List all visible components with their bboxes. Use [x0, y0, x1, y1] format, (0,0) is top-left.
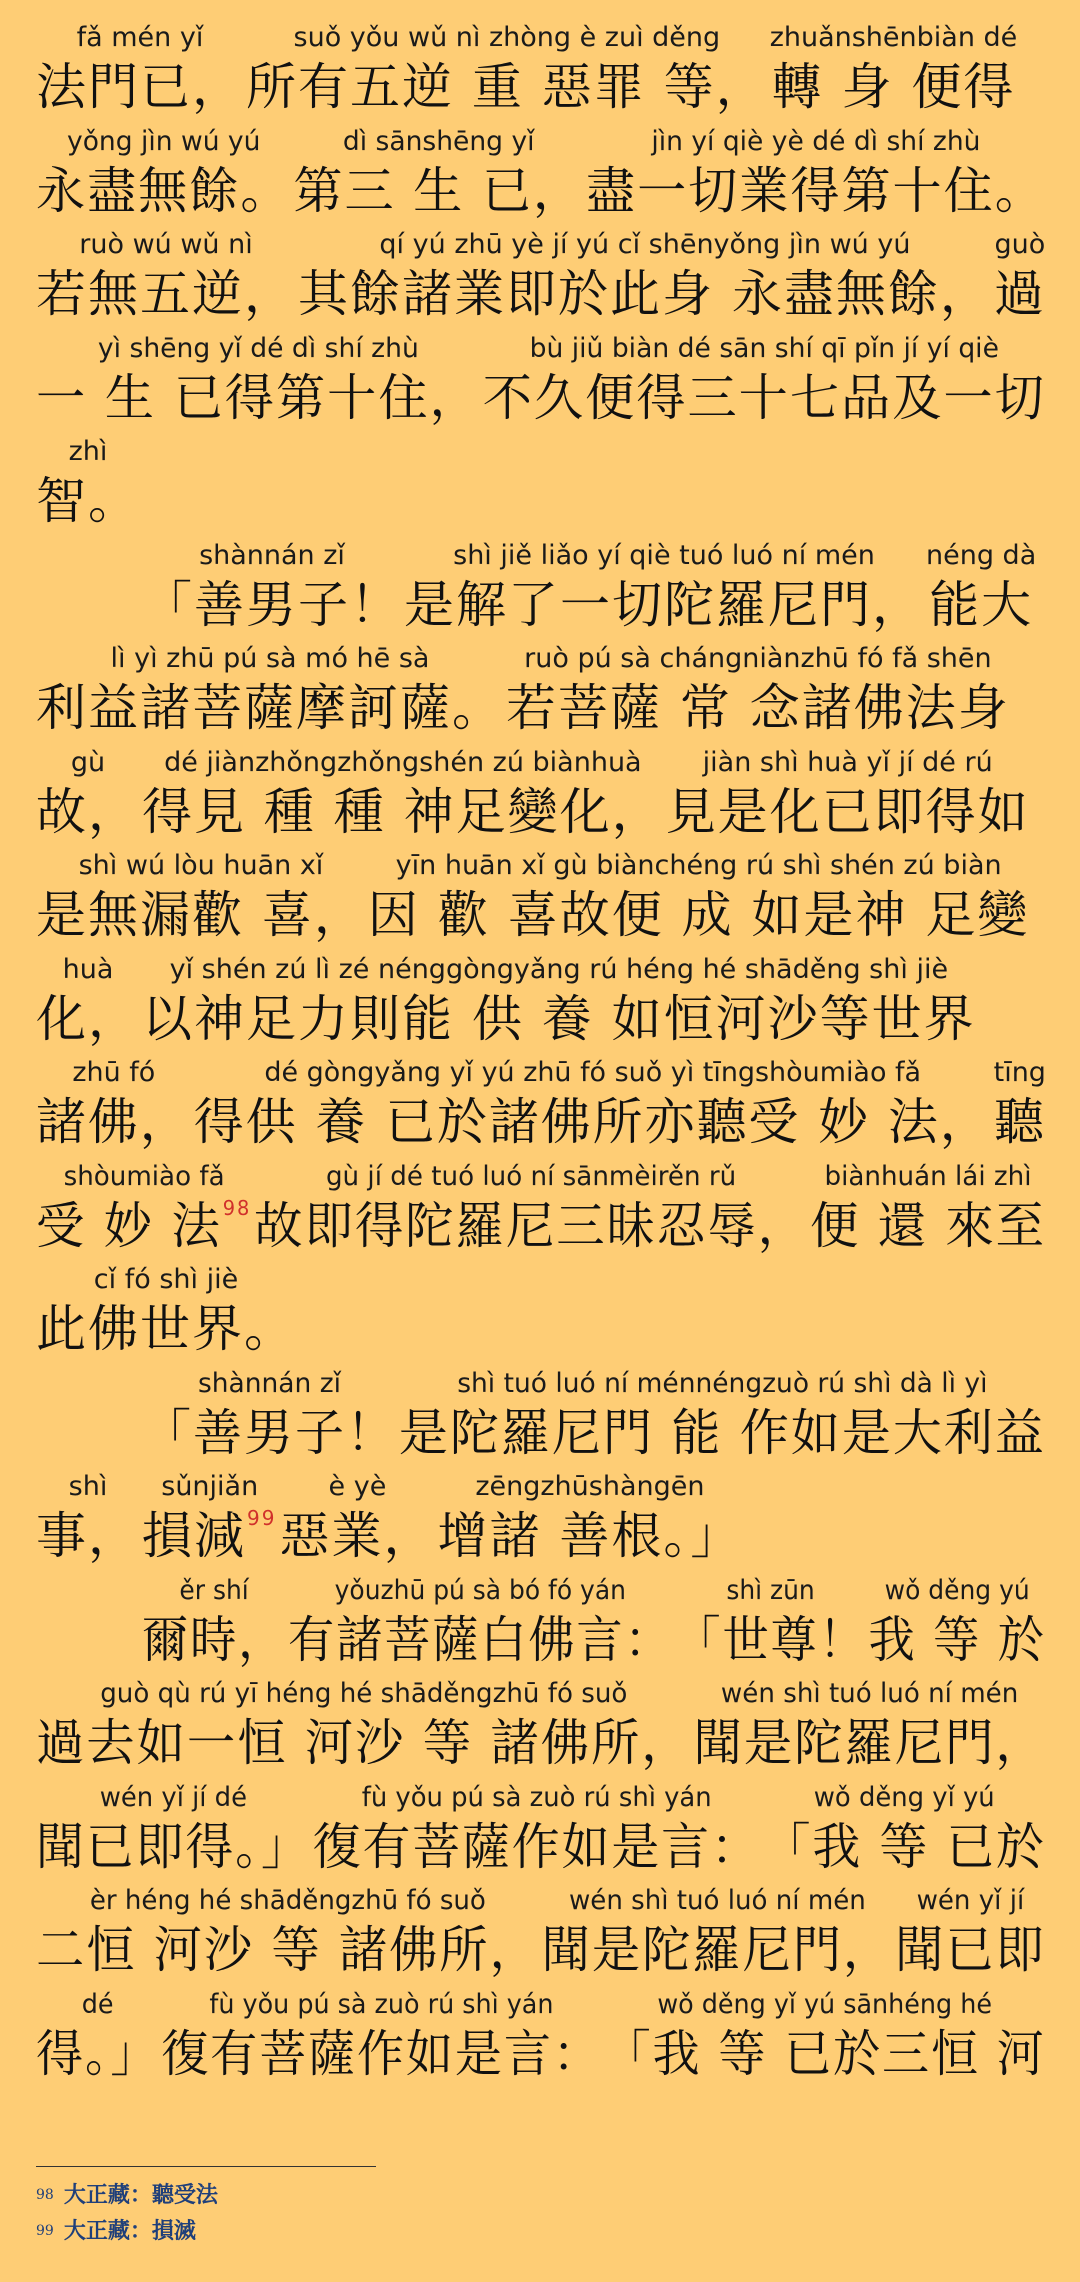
text-segment — [694, 1676, 1046, 1774]
chinese-characters: 「我 等 已於三恒 河 — [603, 2024, 1046, 2083]
text-segment — [36, 1159, 252, 1257]
chinese-characters: 若菩薩 常 念諸佛法身 — [506, 679, 1010, 737]
chinese-text — [437, 1505, 742, 1567]
chinese-characters: 「我 等 已於 — [762, 1817, 1046, 1876]
chinese-text — [586, 160, 1046, 222]
pinyin-annotation: shì zūn — [726, 1574, 815, 1606]
chinese-characters: 所有五逆 重 惡罪 等， — [246, 58, 768, 116]
chinese-text — [142, 1402, 397, 1464]
footnote-divider — [36, 2166, 376, 2167]
chinese-characters: 是陀羅尼門 能 作如是大利益 — [398, 1403, 1046, 1462]
text-segment — [288, 1573, 673, 1671]
pinyin-annotation: yǒng jìn wú yú — [66, 125, 261, 157]
chinese-text — [763, 1816, 1046, 1878]
text-segment — [666, 745, 1030, 843]
pinyin-annotation: lì yì zhū pú sà mó hē sà — [110, 643, 430, 674]
pinyin-annotation: gù — [70, 746, 106, 778]
chinese-characters: 若無五逆， — [36, 265, 296, 323]
chinese-characters: 爾時， — [142, 1610, 287, 1669]
chinese-text — [36, 1919, 540, 1981]
chinese-characters: 一 生 已得第十住， — [36, 368, 481, 427]
text-segment — [194, 1055, 992, 1153]
chinese-text — [666, 781, 1030, 843]
footnote-marker[interactable]: 98 — [222, 1195, 252, 1220]
text-segment — [142, 538, 402, 636]
chinese-characters: 復有菩薩作如是言： — [312, 1817, 761, 1876]
text-line — [142, 1573, 1046, 1671]
pinyin-annotation: yì shēng yǐ dé dì shí zhù — [97, 332, 419, 364]
text-segment — [483, 331, 1046, 429]
chinese-text — [604, 2023, 1046, 2085]
text-segment — [246, 20, 768, 118]
chinese-characters: 不久便得三十七品及一切 — [482, 368, 1046, 427]
chinese-text — [36, 1816, 311, 1878]
chinese-text — [368, 884, 1029, 946]
text-segment — [279, 1469, 435, 1567]
chinese-text — [36, 1298, 296, 1360]
chinese-characters: 以神足力則能 供 養 如恒河沙等世界 — [142, 989, 976, 1048]
chinese-characters: 故即得陀羅尼三昧忍辱， — [254, 1196, 809, 1255]
chinese-characters: 盡一切業得第十住。 — [585, 161, 1046, 220]
text-line — [142, 1366, 1046, 1464]
chinese-text — [869, 1609, 1046, 1671]
chinese-characters: 聽 — [993, 1093, 1046, 1151]
pinyin-annotation: néng dà — [926, 539, 1037, 571]
chinese-characters: 損減 — [142, 1507, 246, 1565]
chinese-characters: 得見 種 種 神足變化， — [142, 782, 664, 841]
text-line — [36, 1987, 1046, 2085]
text-segment — [161, 1987, 602, 2085]
chinese-text — [810, 1195, 1046, 1257]
pinyin-annotation: ruò wú wǔ nì — [79, 229, 253, 260]
chinese-characters: 二恒 河沙 等 諸佛所， — [36, 1921, 540, 1979]
pinyin-annotation: wén shì tuó luó ní mén — [568, 1885, 866, 1916]
text-segment — [36, 745, 140, 843]
chinese-characters: 第三 生 已， — [293, 161, 585, 220]
text-segment — [36, 124, 291, 222]
chinese-text — [279, 1505, 435, 1567]
pinyin-annotation: gù jí dé tuó luó ní sānmèirěn rǔ — [325, 1160, 737, 1192]
text-segment — [36, 952, 140, 1050]
chinese-characters: 聞是陀羅尼門， — [693, 1714, 1046, 1772]
chinese-characters: 化， — [36, 989, 140, 1048]
chinese-text — [36, 677, 504, 739]
text-segment — [36, 1883, 540, 1981]
text-segment — [36, 1676, 692, 1774]
pinyin-annotation: wǒ děng yǐ yú sānhéng hé — [657, 1988, 992, 2020]
chinese-characters: 得供 養 已於諸佛所亦聽受 妙 法， — [193, 1093, 992, 1151]
text-segment — [313, 1780, 761, 1878]
text-segment — [298, 227, 992, 325]
chinese-characters: 故， — [36, 782, 140, 841]
chinese-text — [694, 1712, 1046, 1774]
pinyin-annotation: zhì — [68, 436, 108, 467]
chinese-characters: 受 妙 法 — [36, 1196, 222, 1255]
chinese-characters: 事， — [36, 1507, 140, 1565]
text-segment — [142, 1573, 286, 1671]
pinyin-annotation: dé gòngyǎng yǐ yú zhū fó suǒ yì tīngshòumiào fǎ — [264, 1057, 921, 1088]
text-segment — [142, 1366, 397, 1464]
chinese-text — [254, 1195, 808, 1257]
text-segment — [926, 538, 1036, 636]
chinese-characters: 「世尊！ — [674, 1610, 867, 1669]
pinyin-annotation: shì — [68, 1471, 108, 1502]
footnote-item — [36, 2216, 196, 2247]
pinyin-annotation: fù yǒu pú sà zuò rú shì yán — [361, 1781, 712, 1813]
chinese-characters: 「善男子！ — [142, 575, 402, 634]
chinese-text — [36, 367, 481, 429]
chinese-characters: 聞已即得。」 — [36, 1817, 311, 1876]
footnote-text: 大正藏：聽受法 — [63, 2182, 218, 2208]
chinese-text — [142, 574, 402, 636]
pinyin-annotation: è yè — [328, 1471, 387, 1502]
chinese-text — [772, 56, 1016, 118]
text-line — [36, 434, 1046, 532]
pinyin-annotation: yīn huān xǐ gù biànchéng rú shì shén zú biàn — [395, 850, 1002, 881]
chinese-text — [142, 988, 976, 1050]
pinyin-annotation: bù jiǔ biàn dé sān shí qī pǐn jí yí qiè — [529, 332, 999, 364]
chinese-text — [36, 2023, 159, 2085]
text-segment — [437, 1469, 742, 1567]
text-segment — [895, 1883, 1046, 1981]
chinese-text — [36, 1505, 140, 1567]
text-segment — [142, 952, 976, 1050]
text-line — [36, 1159, 1047, 1257]
text-segment — [542, 1883, 893, 1981]
chinese-characters: 因 歡 喜故便 成 如是神 足變 — [367, 886, 1030, 944]
chinese-text — [483, 367, 1046, 429]
text-segment — [770, 20, 1018, 118]
chinese-characters: 法門已， — [36, 58, 244, 116]
text-segment — [586, 124, 1046, 222]
chinese-characters: 智。 — [36, 472, 140, 530]
chinese-characters: 是無漏歡 喜， — [36, 886, 366, 944]
pinyin-annotation: fù yǒu pú sà zuò rú shì yán — [209, 1988, 554, 2020]
chinese-characters: 惡業， — [279, 1507, 436, 1565]
chinese-text — [36, 1712, 692, 1774]
text-line — [36, 1676, 1046, 1774]
pinyin-annotation: shòumiào fǎ — [63, 1160, 225, 1192]
pinyin-annotation: dé — [81, 1988, 114, 2020]
pinyin-annotation: wǒ děng yǐ yú — [813, 1781, 995, 1813]
text-segment — [36, 1469, 140, 1567]
pinyin-annotation: wǒ děng yú — [884, 1574, 1030, 1606]
pinyin-annotation: huà — [62, 953, 114, 985]
chinese-characters: 諸佛， — [36, 1093, 192, 1151]
footnote-number: 98 — [36, 2187, 54, 2203]
text-segment — [36, 227, 296, 325]
pinyin-annotation: shànnán zǐ — [197, 1367, 341, 1399]
text-segment — [994, 227, 1046, 325]
text-line — [36, 848, 1046, 946]
chinese-text — [36, 1091, 192, 1153]
pinyin-annotation: jiàn shì huà yǐ jí dé rú — [702, 746, 993, 778]
chinese-text — [895, 1919, 1046, 1981]
chinese-characters: 我 等 於 — [868, 1610, 1046, 1669]
text-segment — [36, 20, 244, 118]
text-line — [36, 641, 1046, 739]
chinese-text — [142, 1505, 277, 1567]
chinese-text — [36, 160, 291, 222]
chinese-text — [674, 1609, 866, 1671]
text-line — [36, 1883, 1046, 1981]
chinese-text — [36, 884, 366, 946]
pinyin-annotation: zēngzhūshàngēn — [475, 1471, 705, 1502]
text-segment — [254, 1159, 808, 1257]
text-segment — [869, 1573, 1046, 1671]
chinese-characters: 「善男子！ — [142, 1403, 397, 1462]
chinese-text — [542, 1919, 893, 1981]
chinese-characters: 聞已即 — [895, 1921, 1046, 1979]
pinyin-annotation: suǒ yǒu wǔ nì zhòng è zuì děng — [293, 22, 721, 53]
text-line — [142, 538, 1046, 636]
footnote-number: 99 — [36, 2223, 54, 2239]
text-segment — [36, 1055, 192, 1153]
text-line — [36, 124, 1046, 222]
chinese-characters: 利益諸菩薩摩訶薩。 — [36, 679, 504, 737]
pinyin-annotation: ěr shí — [179, 1574, 249, 1606]
pinyin-annotation: guò — [994, 229, 1046, 260]
chinese-text — [36, 263, 296, 325]
pinyin-annotation: fǎ mén yǐ — [76, 22, 204, 53]
text-line — [36, 745, 1046, 843]
text-segment — [763, 1780, 1046, 1878]
text-segment — [36, 641, 504, 739]
chinese-characters: 過 — [993, 265, 1046, 323]
chinese-text — [36, 56, 244, 118]
text-line — [36, 1469, 1046, 1567]
text-line — [36, 1780, 1046, 1878]
text-segment — [404, 538, 924, 636]
footnote-item — [36, 2180, 218, 2211]
text-line — [36, 331, 1046, 429]
pinyin-annotation: cǐ fó shì jiè — [93, 1264, 239, 1295]
text-segment — [994, 1055, 1046, 1153]
chinese-text — [36, 1195, 252, 1257]
chinese-text — [36, 988, 140, 1050]
text-line — [36, 1262, 1046, 1360]
chinese-text — [399, 1402, 1046, 1464]
text-segment — [36, 848, 366, 946]
text-segment — [604, 1987, 1046, 2085]
text-segment — [142, 1469, 277, 1567]
chinese-characters: 見是化已即得如 — [665, 782, 1030, 841]
text-segment — [368, 848, 1029, 946]
text-line — [36, 20, 1046, 118]
text-line — [36, 952, 1046, 1050]
chinese-text — [142, 781, 664, 843]
chinese-characters: 此佛世界。 — [36, 1300, 296, 1358]
chinese-characters: 增諸 善根。」 — [437, 1507, 743, 1565]
text-segment — [36, 434, 140, 532]
chinese-characters: 轉 身 便得 — [771, 58, 1016, 116]
pinyin-annotation: zhū fó — [72, 1057, 156, 1088]
chinese-text — [506, 677, 1010, 739]
pinyin-annotation: qí yú zhū yè jí yú cǐ shēnyǒng jìn wú yú — [379, 229, 911, 260]
chinese-characters: 得。」 — [36, 2024, 160, 2083]
pinyin-annotation: guò qù rú yī héng hé shāděngzhū fó suǒ — [100, 1678, 628, 1709]
pinyin-annotation: wén shì tuó luó ní mén — [720, 1678, 1019, 1709]
chinese-text — [994, 1091, 1046, 1153]
chinese-characters: 能大 — [929, 575, 1034, 634]
footnote-marker[interactable]: 99 — [247, 1506, 277, 1530]
chinese-text — [161, 2023, 602, 2085]
chinese-text — [36, 781, 140, 843]
chinese-characters: 永盡無餘。 — [36, 161, 292, 220]
text-segment — [36, 1987, 159, 2085]
chinese-characters: 過去如一恒 河沙 等 諸佛所， — [36, 1714, 692, 1772]
chinese-characters: 有諸菩薩白佛言： — [288, 1610, 673, 1669]
chinese-text — [994, 263, 1046, 325]
chinese-text — [404, 574, 924, 636]
chinese-characters: 聞是陀羅尼門， — [541, 1921, 894, 1979]
pinyin-annotation: wén yǐ jí dé — [99, 1781, 247, 1813]
pinyin-annotation: biànhuán lái zhì — [824, 1160, 1032, 1192]
chinese-text — [194, 1091, 992, 1153]
text-line — [36, 227, 1046, 325]
text-segment — [810, 1159, 1046, 1257]
text-segment — [674, 1573, 866, 1671]
text-segment — [399, 1366, 1046, 1464]
chinese-text — [142, 1609, 286, 1671]
chinese-text — [293, 160, 584, 222]
text-segment — [142, 745, 664, 843]
pinyin-annotation: tīng — [993, 1057, 1046, 1088]
chinese-text — [298, 263, 992, 325]
pinyin-annotation: shì wú lòu huān xǐ — [78, 850, 324, 881]
pinyin-annotation: èr héng hé shāděngzhū fó suǒ — [89, 1885, 486, 1916]
text-line — [36, 1055, 1044, 1153]
pinyin-annotation: ruò pú sà chángniànzhū fó fǎ shēn — [524, 643, 992, 674]
text-segment — [36, 1262, 296, 1360]
footnote-text: 大正藏：損滅 — [63, 2218, 196, 2244]
chinese-text — [313, 1816, 761, 1878]
chinese-characters: 是解了一切陀羅尼門， — [404, 575, 924, 634]
pinyin-annotation: shì tuó luó ní ménnéngzuò rú shì dà lì yì — [457, 1367, 988, 1399]
chinese-text — [36, 470, 140, 532]
chinese-text — [246, 56, 768, 118]
text-segment — [36, 331, 481, 429]
pinyin-annotation: yǐ shén zú lì zé nénggòngyǎng rú héng hé shāděng shì jiè — [169, 953, 949, 985]
pinyin-annotation: dì sānshēng yǐ — [342, 125, 535, 157]
chinese-text — [288, 1609, 673, 1671]
pinyin-annotation: shì jiě liǎo yí qiè tuó luó ní mén — [453, 539, 875, 571]
pinyin-annotation: sǔnjiǎn — [161, 1471, 259, 1502]
chinese-characters: 其餘諸業即於此身 永盡無餘， — [298, 265, 992, 323]
pinyin-annotation: yǒuzhū pú sà bó fó yán — [334, 1574, 626, 1606]
pinyin-annotation: dé jiànzhǒngzhǒngshén zú biànhuà — [164, 746, 642, 778]
chinese-text — [929, 574, 1033, 636]
text-segment — [506, 641, 1010, 739]
pinyin-annotation: shànnán zǐ — [199, 539, 345, 571]
pinyin-annotation: jìn yí qiè yè dé dì shí zhù — [651, 125, 981, 157]
pinyin-annotation: zhuǎnshēnbiàn dé — [769, 22, 1018, 53]
chinese-characters: 復有菩薩作如是言： — [161, 2024, 602, 2083]
text-segment — [293, 124, 584, 222]
chinese-characters: 便 還 來至 — [809, 1196, 1047, 1255]
text-segment — [36, 1780, 311, 1878]
pinyin-annotation: wén yǐ jí — [916, 1885, 1025, 1916]
